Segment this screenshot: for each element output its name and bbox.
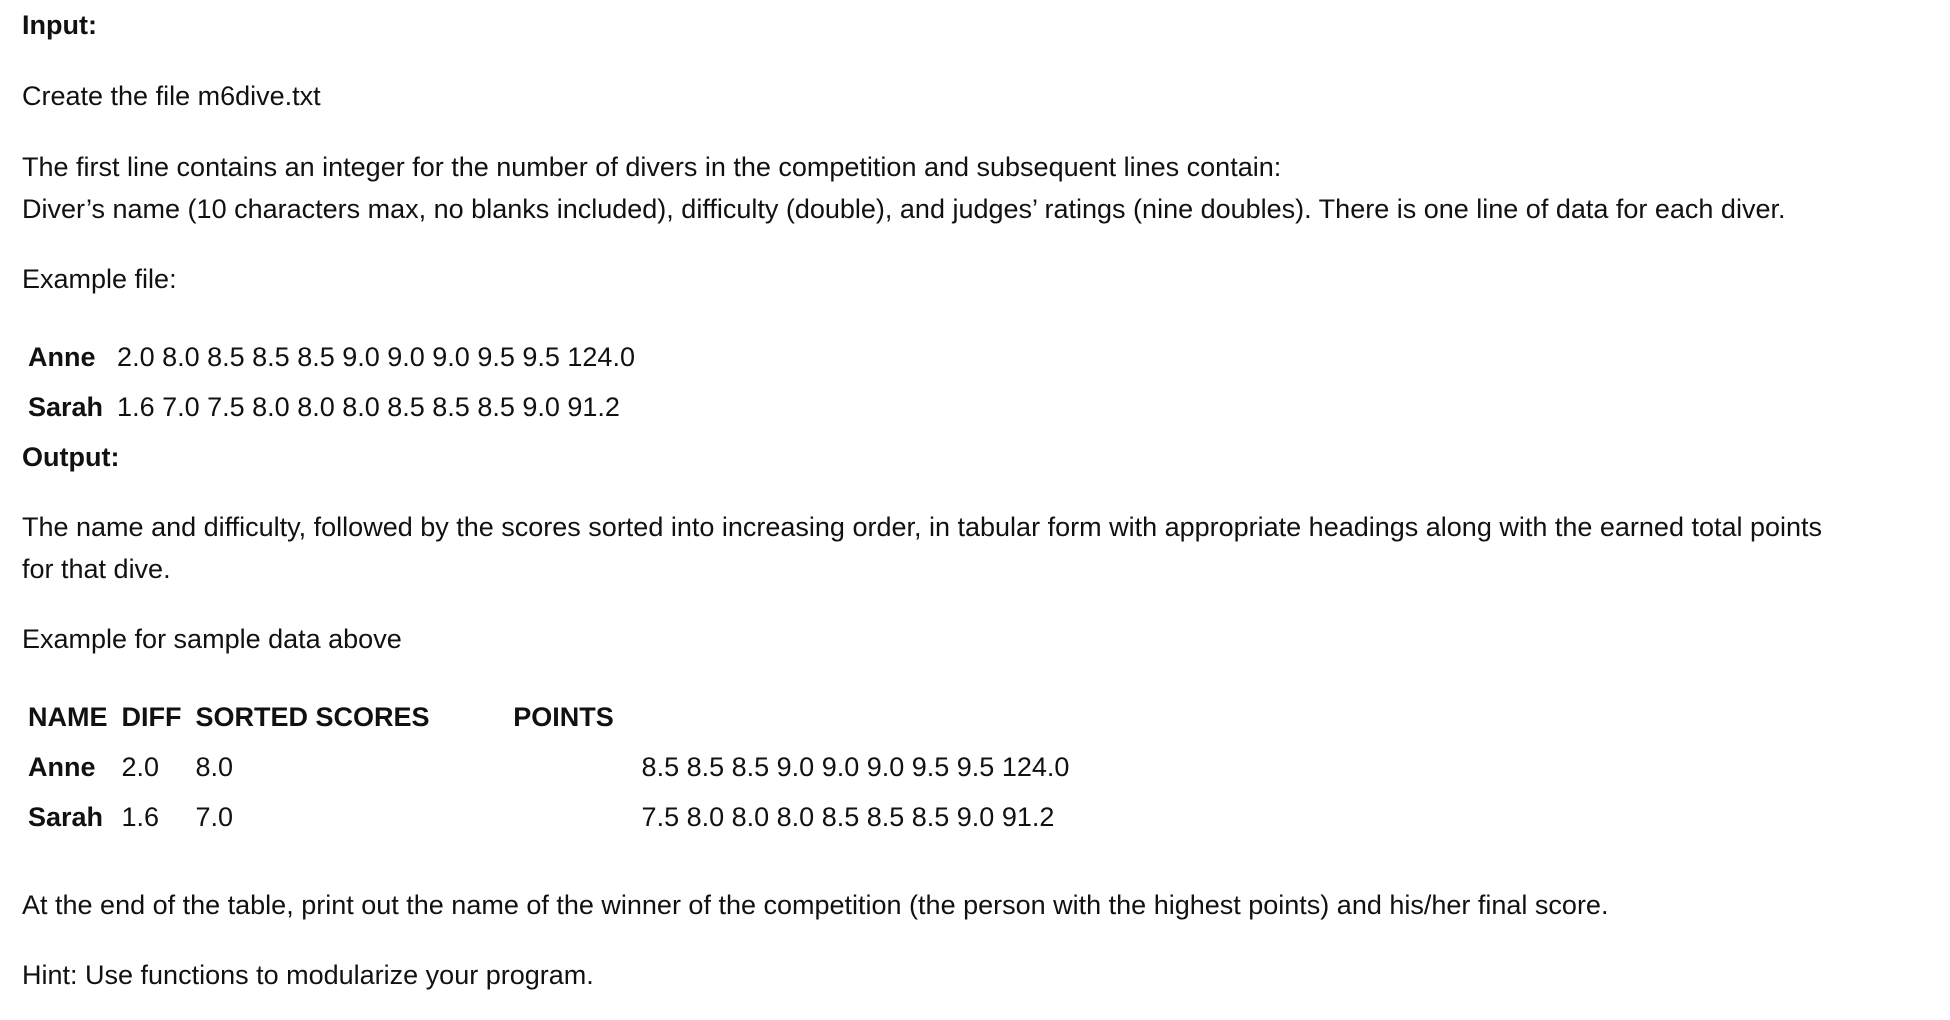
remaining-scores: 8.5 8.5 8.5 9.0 9.0 9.0 9.5 9.5 124.0 xyxy=(641,752,1070,782)
diver-difficulty: 2.0 xyxy=(121,752,160,782)
diver-values: 2.0 8.0 8.5 8.5 8.5 9.0 9.0 9.0 9.5 9.5 124.0 xyxy=(117,342,635,372)
diver-values: 1.6 7.0 7.5 8.0 8.0 8.0 8.5 8.5 8.5 9.0 91.2 xyxy=(117,392,620,422)
first-score: 8.0 xyxy=(195,752,234,782)
table-row xyxy=(22,792,1077,842)
header-sorted-scores-spacer xyxy=(438,692,508,742)
header-name: NAME xyxy=(28,702,108,732)
table-header-row xyxy=(22,692,1077,742)
diver-description: Diver’s name (10 characters max, no blanks included), difficulty (double), and judges’ ratings (nine doubles). There is one line of data for each diver. xyxy=(22,194,1786,224)
diver-name: Anne xyxy=(28,752,96,782)
output-description-line-2: for that dive. xyxy=(22,554,171,584)
header-diff: DIFF xyxy=(121,702,182,732)
diver-name: Sarah xyxy=(28,802,104,832)
winner-description: At the end of the table, print out the name of the winner of the competition (the person with the highest points) and his/her final score. xyxy=(22,890,1609,920)
header-points: POINTS xyxy=(513,702,614,732)
table-row xyxy=(22,382,643,432)
header-sorted-scores: SORTED SCORES xyxy=(195,702,430,732)
table-row xyxy=(22,332,643,382)
diver-name: Anne xyxy=(28,342,96,372)
diver-difficulty: 1.6 xyxy=(121,802,160,832)
diver-name: Sarah xyxy=(28,392,104,422)
first-score: 7.0 xyxy=(195,802,234,832)
input-heading: Input: xyxy=(22,10,97,40)
create-file-text: Create the file m6dive.txt xyxy=(22,81,321,111)
example-output-label: Example for sample data above xyxy=(22,624,402,654)
remaining-scores: 7.5 8.0 8.0 8.0 8.5 8.5 8.5 9.0 91.2 xyxy=(641,802,1055,832)
table-row xyxy=(22,742,1077,792)
example-file-table xyxy=(22,332,643,432)
example-output-table xyxy=(22,692,1077,842)
first-line-description: The first line contains an integer for the number of divers in the competition and subsequent lines contain: xyxy=(22,152,1282,182)
example-file-label: Example file: xyxy=(22,264,177,294)
hint-text: Hint: Use functions to modularize your program. xyxy=(22,960,594,990)
output-heading: Output: xyxy=(22,442,120,472)
output-description-line-1: The name and difficulty, followed by the scores sorted into increasing order, in tabular form with appropriate headings along with the earned total points xyxy=(22,512,1823,542)
